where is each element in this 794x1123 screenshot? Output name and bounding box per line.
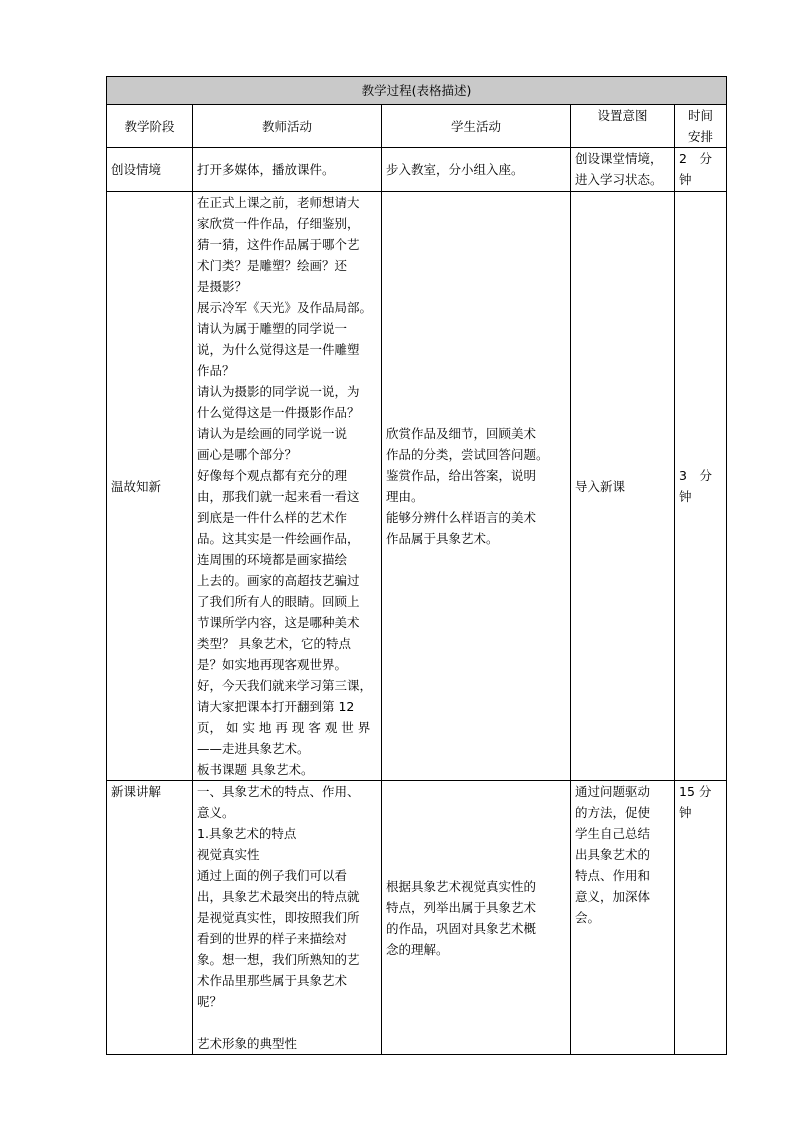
text-line: 好像每个观点都有充分的理 <box>197 468 348 483</box>
text-line: 在正式上课之前，老师想请大 <box>197 195 360 210</box>
text-line: 好，今天我们就来学习第三课， <box>197 678 373 693</box>
text-line: 呢？ <box>197 994 223 1009</box>
text-line: 鉴赏作品，给出答案，说明 <box>386 468 537 483</box>
text-line: 艺术形象的典型性 <box>197 1036 298 1051</box>
text-line: 的作品，巩固对具象艺术概 <box>386 920 537 936</box>
text-line: ——走进具象艺术。 <box>197 741 310 756</box>
text-line: 家欣赏一件作品，仔细鉴别， <box>197 216 360 231</box>
teacher-activity-cell: 打开多媒体，播放课件。 <box>193 148 382 192</box>
text-line: 会。 <box>575 910 601 925</box>
header-teacher: 教师活动 <box>193 105 382 148</box>
text-line: 理由。 <box>386 489 424 504</box>
intent-cell <box>571 148 675 192</box>
text-line: 由，那我们就一起来看一看这 <box>197 489 360 504</box>
text-line: 类型？ 具象艺术，它的特点 <box>197 636 351 651</box>
text-line: 上去的。画家的高超技艺骗过 <box>197 573 360 588</box>
text-line: 猜一猜，这件作品属于哪个艺 <box>197 237 360 252</box>
text-line: 作品？ <box>197 363 235 378</box>
text-line: 视觉真实性 <box>197 847 260 862</box>
teacher-activity-cell <box>193 192 382 781</box>
text-line: 是视觉真实性，即按照我们所 <box>197 910 360 925</box>
header-time-line: 安排 <box>688 129 714 144</box>
text-line: 作品的分类，尝试回答问题。 <box>386 447 549 462</box>
text-line: 通过上面的例子我们可以看 <box>197 868 348 883</box>
intent-cell: 导入新课 <box>571 192 675 781</box>
text-line: 意义，加深体 <box>575 889 651 904</box>
text-line: 进入学习状态。 <box>575 172 663 187</box>
text-line: 到底是一件什么样的艺术作 <box>197 510 348 525</box>
text-line: 出，具象艺术最突出的特点就 <box>197 889 360 904</box>
table-row <box>107 781 727 1055</box>
text-line: 请大家把课本打开翻到第 12 <box>197 699 355 714</box>
text-line: 说，为什么觉得这是一件雕塑 <box>197 342 360 357</box>
blank-line <box>197 1012 377 1033</box>
text-line: 特点，列举出属于具象艺术 <box>386 899 537 915</box>
intent-cell <box>571 781 675 1055</box>
text-line: 了我们所有人的眼睛。回顾上 <box>197 594 360 609</box>
text-line: 术门类？是雕塑？绘画？还 <box>197 258 348 273</box>
text-line: 钟 <box>679 805 692 820</box>
stage-cell: 温故知新 <box>107 192 193 781</box>
text-line: 特点、作用和 <box>575 868 651 883</box>
text-line: 能够分辨什么样语言的美术 <box>386 510 537 525</box>
text-line: 连周围的环境都是画家描绘 <box>197 552 348 567</box>
student-activity-cell: 步入教室，分小组入座。 <box>382 148 571 192</box>
teacher-activity-cell <box>193 781 382 1055</box>
text-line: 页， 如 实 地 再 现 客 观 世 界 <box>197 720 371 735</box>
text-line: 的方法，促使 <box>575 805 651 820</box>
time-cell <box>675 148 727 192</box>
stage-cell: 创设情境 <box>107 148 193 192</box>
text-line: 请认为属于雕塑的同学说一 <box>197 321 348 336</box>
text-line: 请认为是绘画的同学说一说 <box>197 426 348 441</box>
table-row <box>107 148 727 192</box>
text-line: 品。这其实是一件绘画作品， <box>197 531 360 546</box>
header-time-line: 时间 <box>688 108 714 123</box>
text-line: 出具象艺术的 <box>575 847 651 862</box>
text-line: 念的理解。 <box>386 941 449 957</box>
header-intent: 设置意图 <box>571 105 675 148</box>
text-line: 学生自己总结 <box>575 826 651 841</box>
table-title-row <box>107 77 727 105</box>
text-line: 创设课堂情境， <box>575 151 663 166</box>
header-student: 学生活动 <box>382 105 571 148</box>
text-line: 节课所学内容，这是哪种美术 <box>197 615 360 630</box>
text-line: 根据具象艺术视觉真实性的 <box>386 878 537 894</box>
text-line: 是摄影？ <box>197 279 248 294</box>
text-line: 意义。 <box>197 805 235 820</box>
text-line: 看到的世界的样子来描绘对 <box>197 931 348 946</box>
text-line: 欣赏作品及细节，回顾美术 <box>386 426 537 441</box>
text-line: 什么觉得这是一件摄影作品？ <box>197 405 360 420</box>
header-time <box>675 105 727 148</box>
text-line: 钟 <box>679 172 692 187</box>
teaching-process-table <box>106 76 727 1055</box>
time-cell <box>675 781 727 1055</box>
text-line: 请认为摄影的同学说一说，为 <box>197 384 360 399</box>
text-line: 一、具象艺术的特点、作用、 <box>197 784 360 799</box>
text-line: 通过问题驱动 <box>575 784 651 799</box>
student-activity-cell <box>382 192 571 781</box>
text-line: 象。想一想，我们所熟知的艺 <box>197 952 360 967</box>
table-row <box>107 192 727 781</box>
text-line: 1.具象艺术的特点 <box>197 826 297 841</box>
text-line: 画心是哪个部分？ <box>197 447 298 462</box>
text-line: 板书课题 具象艺术。 <box>197 762 314 777</box>
header-stage: 教学阶段 <box>107 105 193 148</box>
table-title: 教学过程(表格描述) <box>107 77 727 105</box>
text-line: 3 分 <box>679 468 712 483</box>
time-cell <box>675 192 727 781</box>
stage-cell: 新课讲解 <box>107 781 193 1055</box>
text-line: 是？如实地再现客观世界。 <box>197 657 348 672</box>
text-line: 作品属于具象艺术。 <box>386 531 499 546</box>
text-line: 15 分 <box>679 784 712 799</box>
text-line: 2 分 <box>679 151 712 166</box>
text-line: 术作品里那些属于具象艺术 <box>197 973 348 988</box>
student-activity-cell <box>382 781 571 1055</box>
header-row <box>107 105 727 148</box>
text-line: 钟 <box>679 489 692 504</box>
text-line: 展示冷军《天光》及作品局部。 <box>197 300 373 315</box>
